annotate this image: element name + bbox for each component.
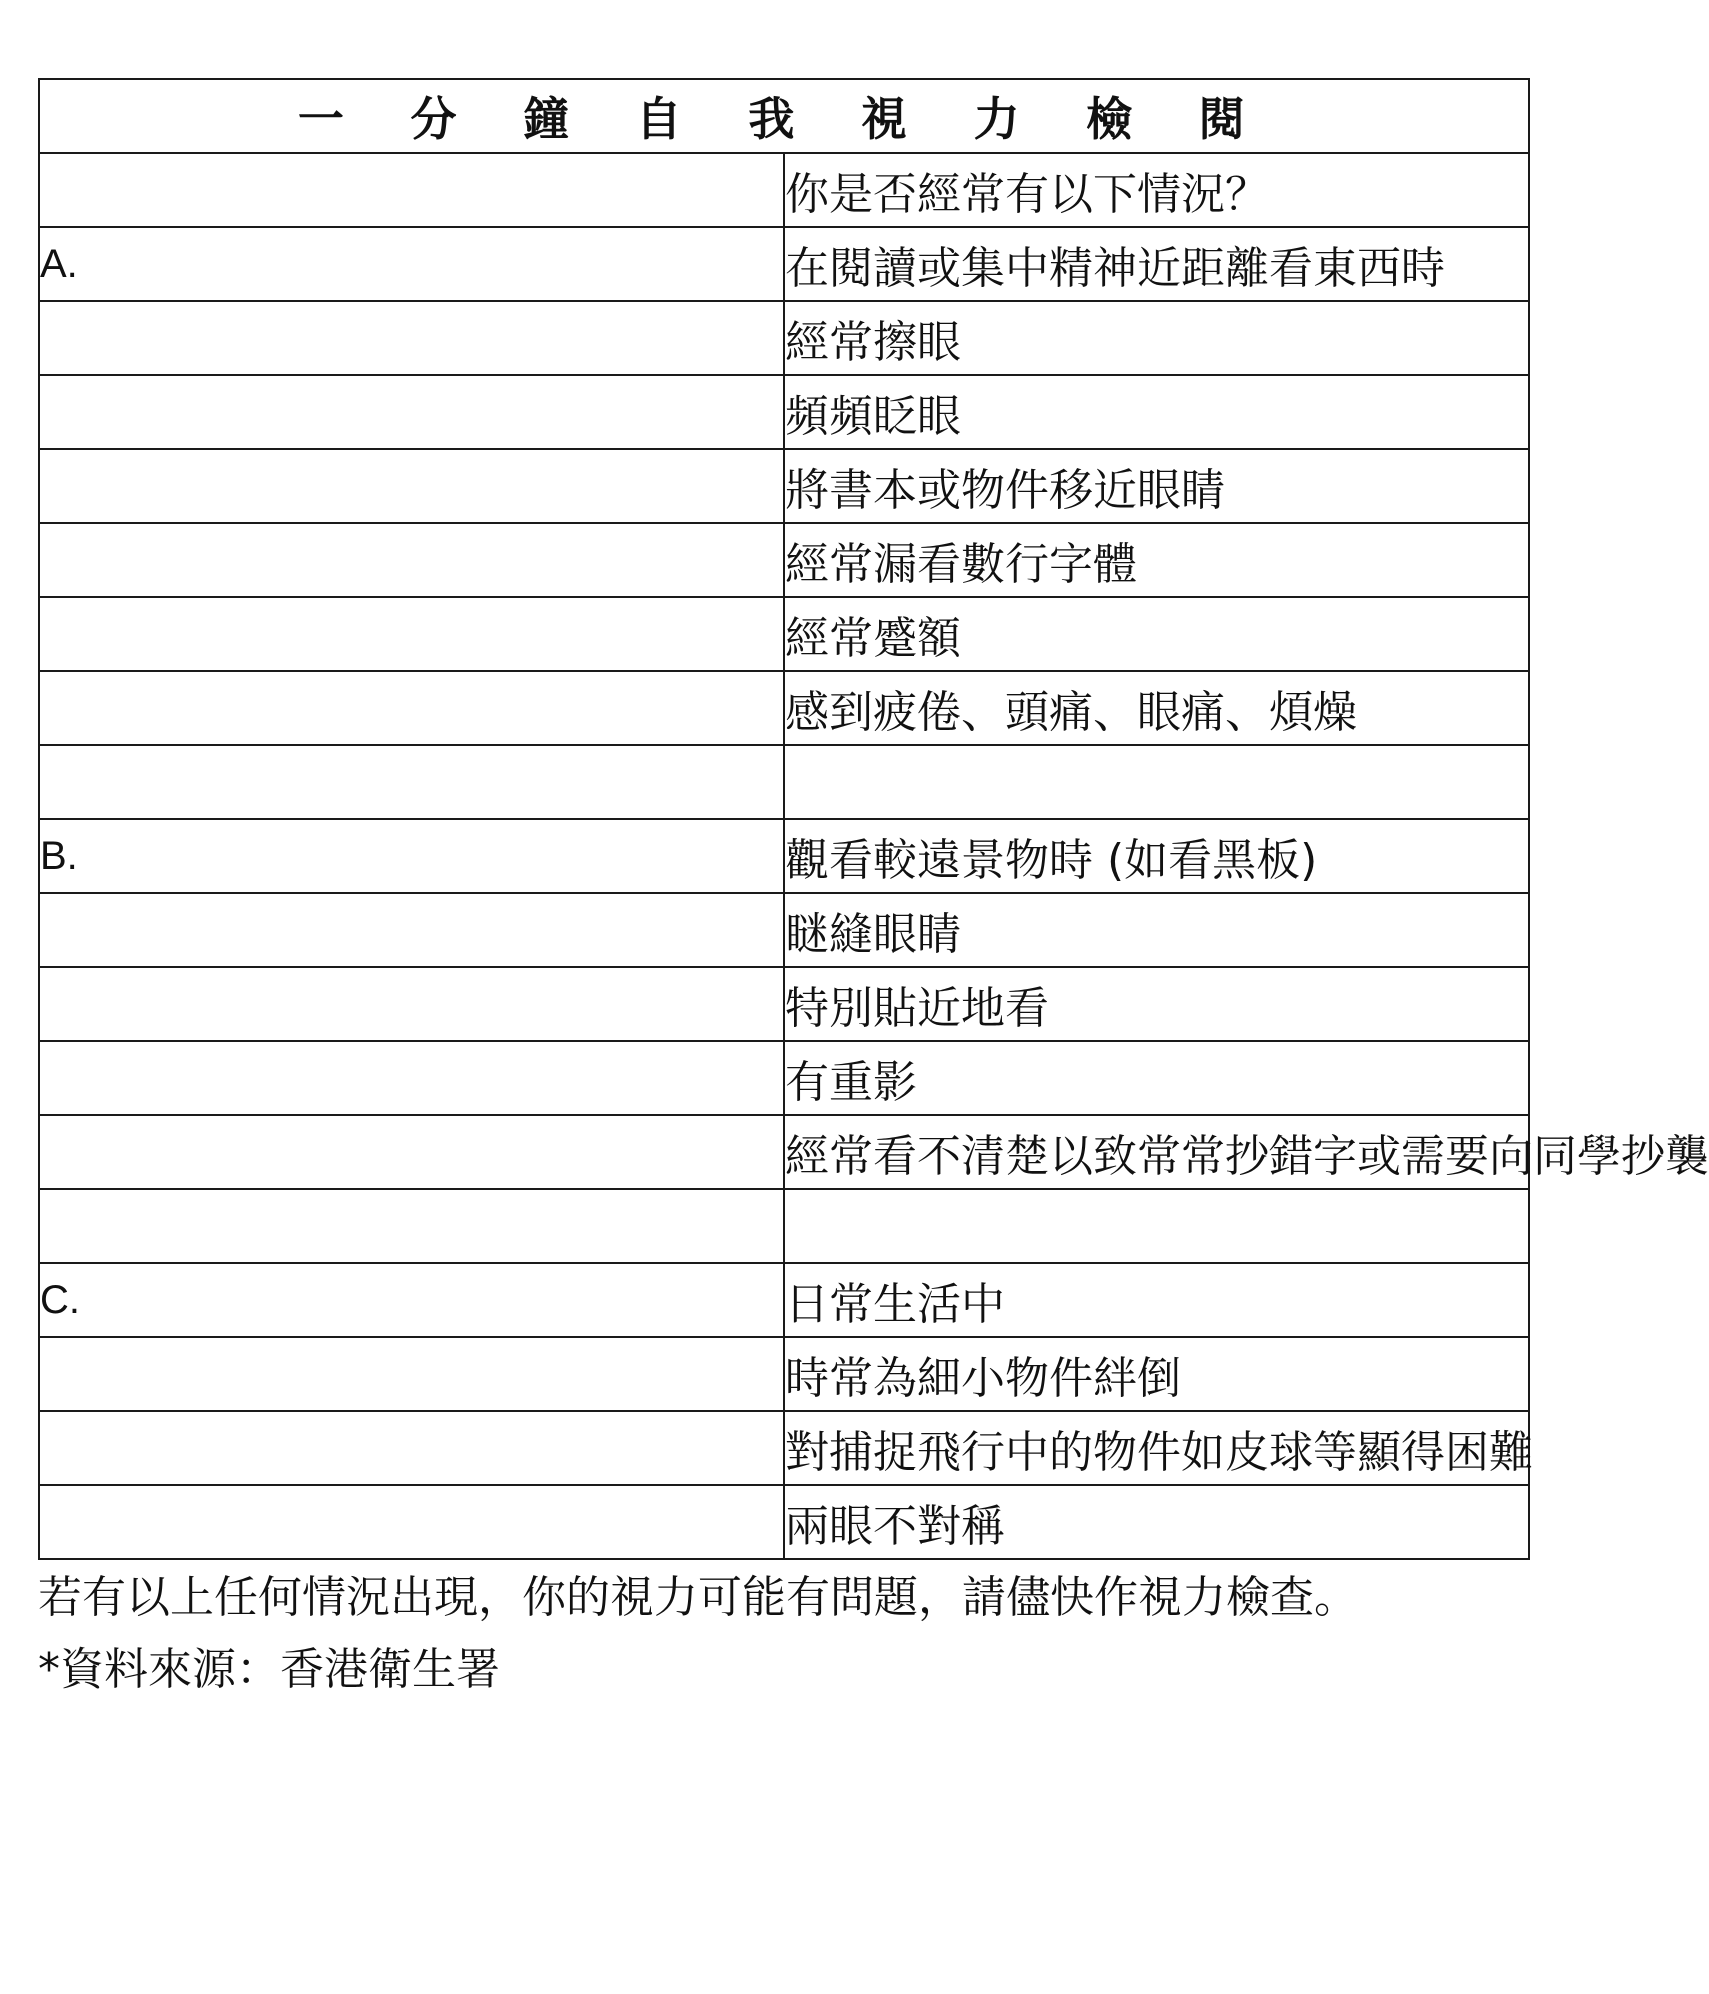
table-row (39, 375, 1529, 449)
row-marker (39, 1115, 784, 1189)
source-citation: *資料來源：香港衛生署 (38, 1644, 500, 1695)
table-row (39, 227, 1529, 301)
vision-checklist-table (38, 78, 1709, 1560)
table-row (39, 967, 1529, 1041)
blank-spacer-cell (784, 745, 1529, 819)
checklist-item: 頻頻眨眼 (784, 375, 1529, 449)
question-intro: 你是否經常有以下情況？ (784, 153, 1529, 227)
table-row (39, 153, 1529, 227)
table-row (39, 597, 1529, 671)
row-marker (39, 1485, 784, 1559)
checklist-item: 經常擦眼 (784, 301, 1529, 375)
checklist-item: 經常漏看數行字體 (784, 523, 1529, 597)
table-row (39, 1411, 1529, 1485)
table-row (39, 819, 1529, 893)
section-marker-a: A. (39, 227, 784, 301)
table-row (39, 523, 1529, 597)
table-row (39, 1485, 1529, 1559)
section-heading-c: 日常生活中 (784, 1263, 1529, 1337)
table-row (39, 1115, 1529, 1189)
table-row (39, 301, 1529, 375)
row-marker (39, 1041, 784, 1115)
row-marker (39, 1189, 784, 1263)
table-row (39, 449, 1529, 523)
checklist-item: 有重影 (784, 1041, 1529, 1115)
checklist-item: 經常蹙額 (784, 597, 1529, 671)
vision-check-document (38, 78, 1709, 1706)
checklist-item: 對捕捉飛行中的物件如皮球等顯得困難 (784, 1411, 1529, 1485)
checklist-item: 兩眼不對稱 (784, 1485, 1529, 1559)
row-marker (39, 671, 784, 745)
table-row (39, 671, 1529, 745)
table-row (39, 1263, 1529, 1337)
section-marker-c: C. (39, 1263, 784, 1337)
checklist-item: 時常為細小物件絆倒 (784, 1337, 1529, 1411)
table-row (39, 1337, 1529, 1411)
row-marker (39, 893, 784, 967)
row-marker (39, 301, 784, 375)
blank-spacer-cell (784, 1189, 1529, 1263)
row-marker (39, 967, 784, 1041)
checklist-item: 特別貼近地看 (784, 967, 1529, 1041)
row-marker (39, 523, 784, 597)
row-marker (39, 153, 784, 227)
advice-text: 若有以上任何情況出現，你的視力可能有問題，請儘快作視力檢查。 (38, 1572, 1358, 1623)
table-row (39, 893, 1529, 967)
checklist-item: 感到疲倦、頭痛、眼痛、煩燥 (784, 671, 1529, 745)
section-marker-b: B. (39, 819, 784, 893)
row-marker (39, 745, 784, 819)
checklist-item: 瞇縫眼睛 (784, 893, 1529, 967)
row-marker (39, 375, 784, 449)
row-marker (39, 1411, 784, 1485)
section-heading-a: 在閱讀或集中精神近距離看東西時 (784, 227, 1529, 301)
row-marker (39, 597, 784, 671)
checklist-item: 將書本或物件移近眼睛 (784, 449, 1529, 523)
title-row (39, 79, 1529, 153)
footer-notes (38, 1562, 1530, 1706)
row-marker (39, 1337, 784, 1411)
table-row (39, 745, 1529, 819)
table-row (39, 1041, 1529, 1115)
checklist-item: 經常看不清楚以致常常抄錯字或需要向同學抄襲 (784, 1115, 1529, 1189)
table-row (39, 1189, 1529, 1263)
section-heading-b: 觀看較遠景物時 (如看黑板) (784, 819, 1529, 893)
page-title: 一 分 鐘 自 我 視 力 檢 閱 (39, 79, 1529, 153)
row-marker (39, 449, 784, 523)
